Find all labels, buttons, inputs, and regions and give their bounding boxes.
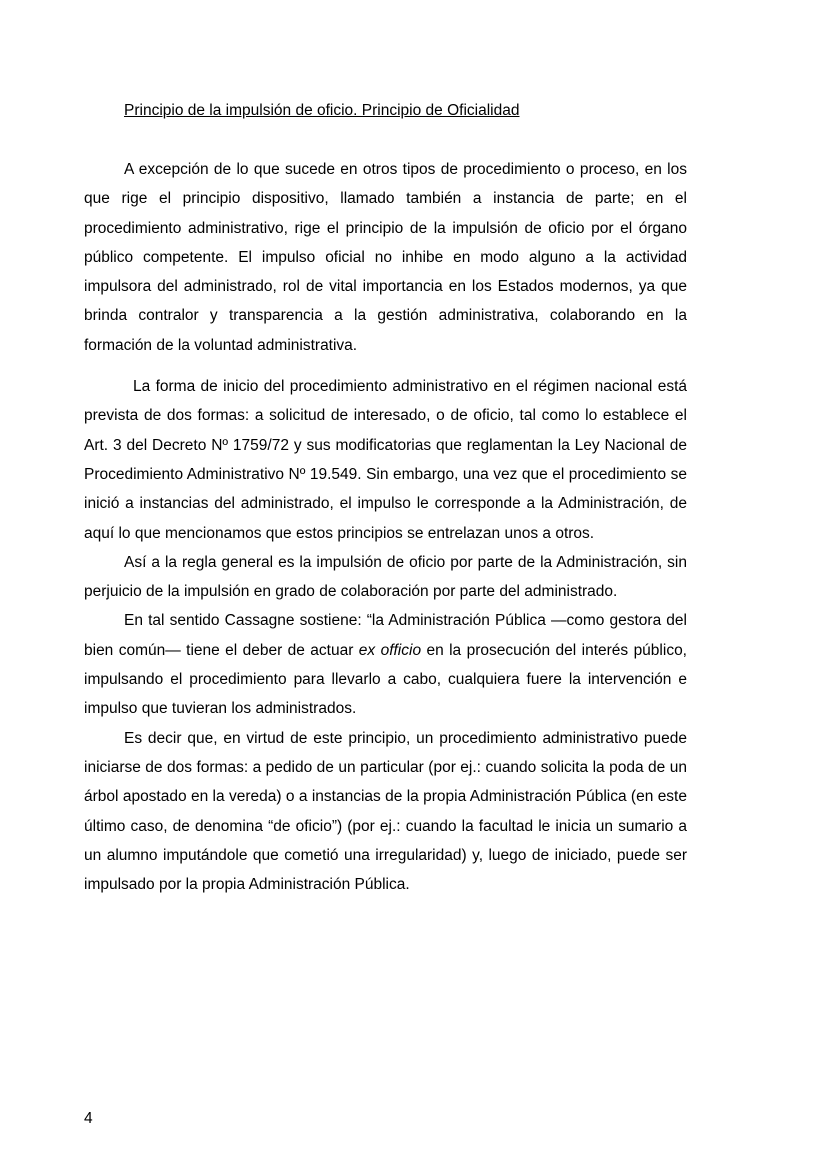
- body-text: [84, 155, 687, 899]
- section-heading: Principio de la impulsión de oficio. Principio de Oficialidad: [124, 102, 520, 119]
- paragraph-2: La forma de inicio del procedimiento administrativo en el régimen nacional está prevista de dos formas: a solicitud de interesado, o de oficio, tal como lo establece el Art. 3 del Decreto Nº 1759/72 y sus modificatorias que reglamentan la Ley Nacional de Procedimiento Administrativo Nº 19.549. Sin embargo, una vez que el procedimiento se inició a instancias del administrado, el impulso le corresponde a la Administración, de aquí lo que mencionamos que estos principios se entrelazan unos a otros.: [84, 378, 687, 542]
- quote-emphasis: ex officio: [358, 641, 422, 659]
- page-number: 4: [84, 1110, 93, 1127]
- paragraph-1: A excepción de lo que sucede en otros tipos de procedimiento o proceso, en los que rige el principio dispositivo, llamado también a instancia de parte; en el procedimiento administrativo, rige el principio de la impulsión de oficio por el órgano público competente. El impulso oficial no inhibe en modo alguno a la actividad impulsora del administrado, rol de vital importancia en los Estados modernos, ya que brinda contralor y transparencia a la gestión administrativa, colaborando en la formación de la voluntad administrativa.: [84, 161, 687, 354]
- paragraph-3: Así a la regla general es la impulsión de oficio por parte de la Administración, sin perjuicio de la impulsión en grado de colaboración por parte del administrado.: [84, 553, 687, 601]
- quote-text-before: En tal sentido Cassagne sostiene: “la Administración Pública —como gestora del bien común— tiene el deber de actuar: [84, 612, 687, 659]
- paragraph-4-cassagne-quote: [84, 606, 687, 723]
- quote-text-after: en la prosecución del interés público, impulsando el procedimiento para llevarlo a cabo, cualquiera fuere la intervención e impulso que tuvieran los administrados.: [84, 641, 687, 718]
- paragraph-5: Es decir que, en virtud de este principio, un procedimiento administrativo puede iniciarse de dos formas: a pedido de un particular (por ej.: cuando solicita la poda de un árbol apostado en la vereda) o a instancias de la propia Administración Pública (en este último caso, de denomina “de oficio”) (por ej.: cuando la facultad le inicia un sumario a un alumno imputándole que cometió una irregularidad) y, luego de iniciado, puede ser impulsado por la propia Administración Pública.: [84, 729, 687, 894]
